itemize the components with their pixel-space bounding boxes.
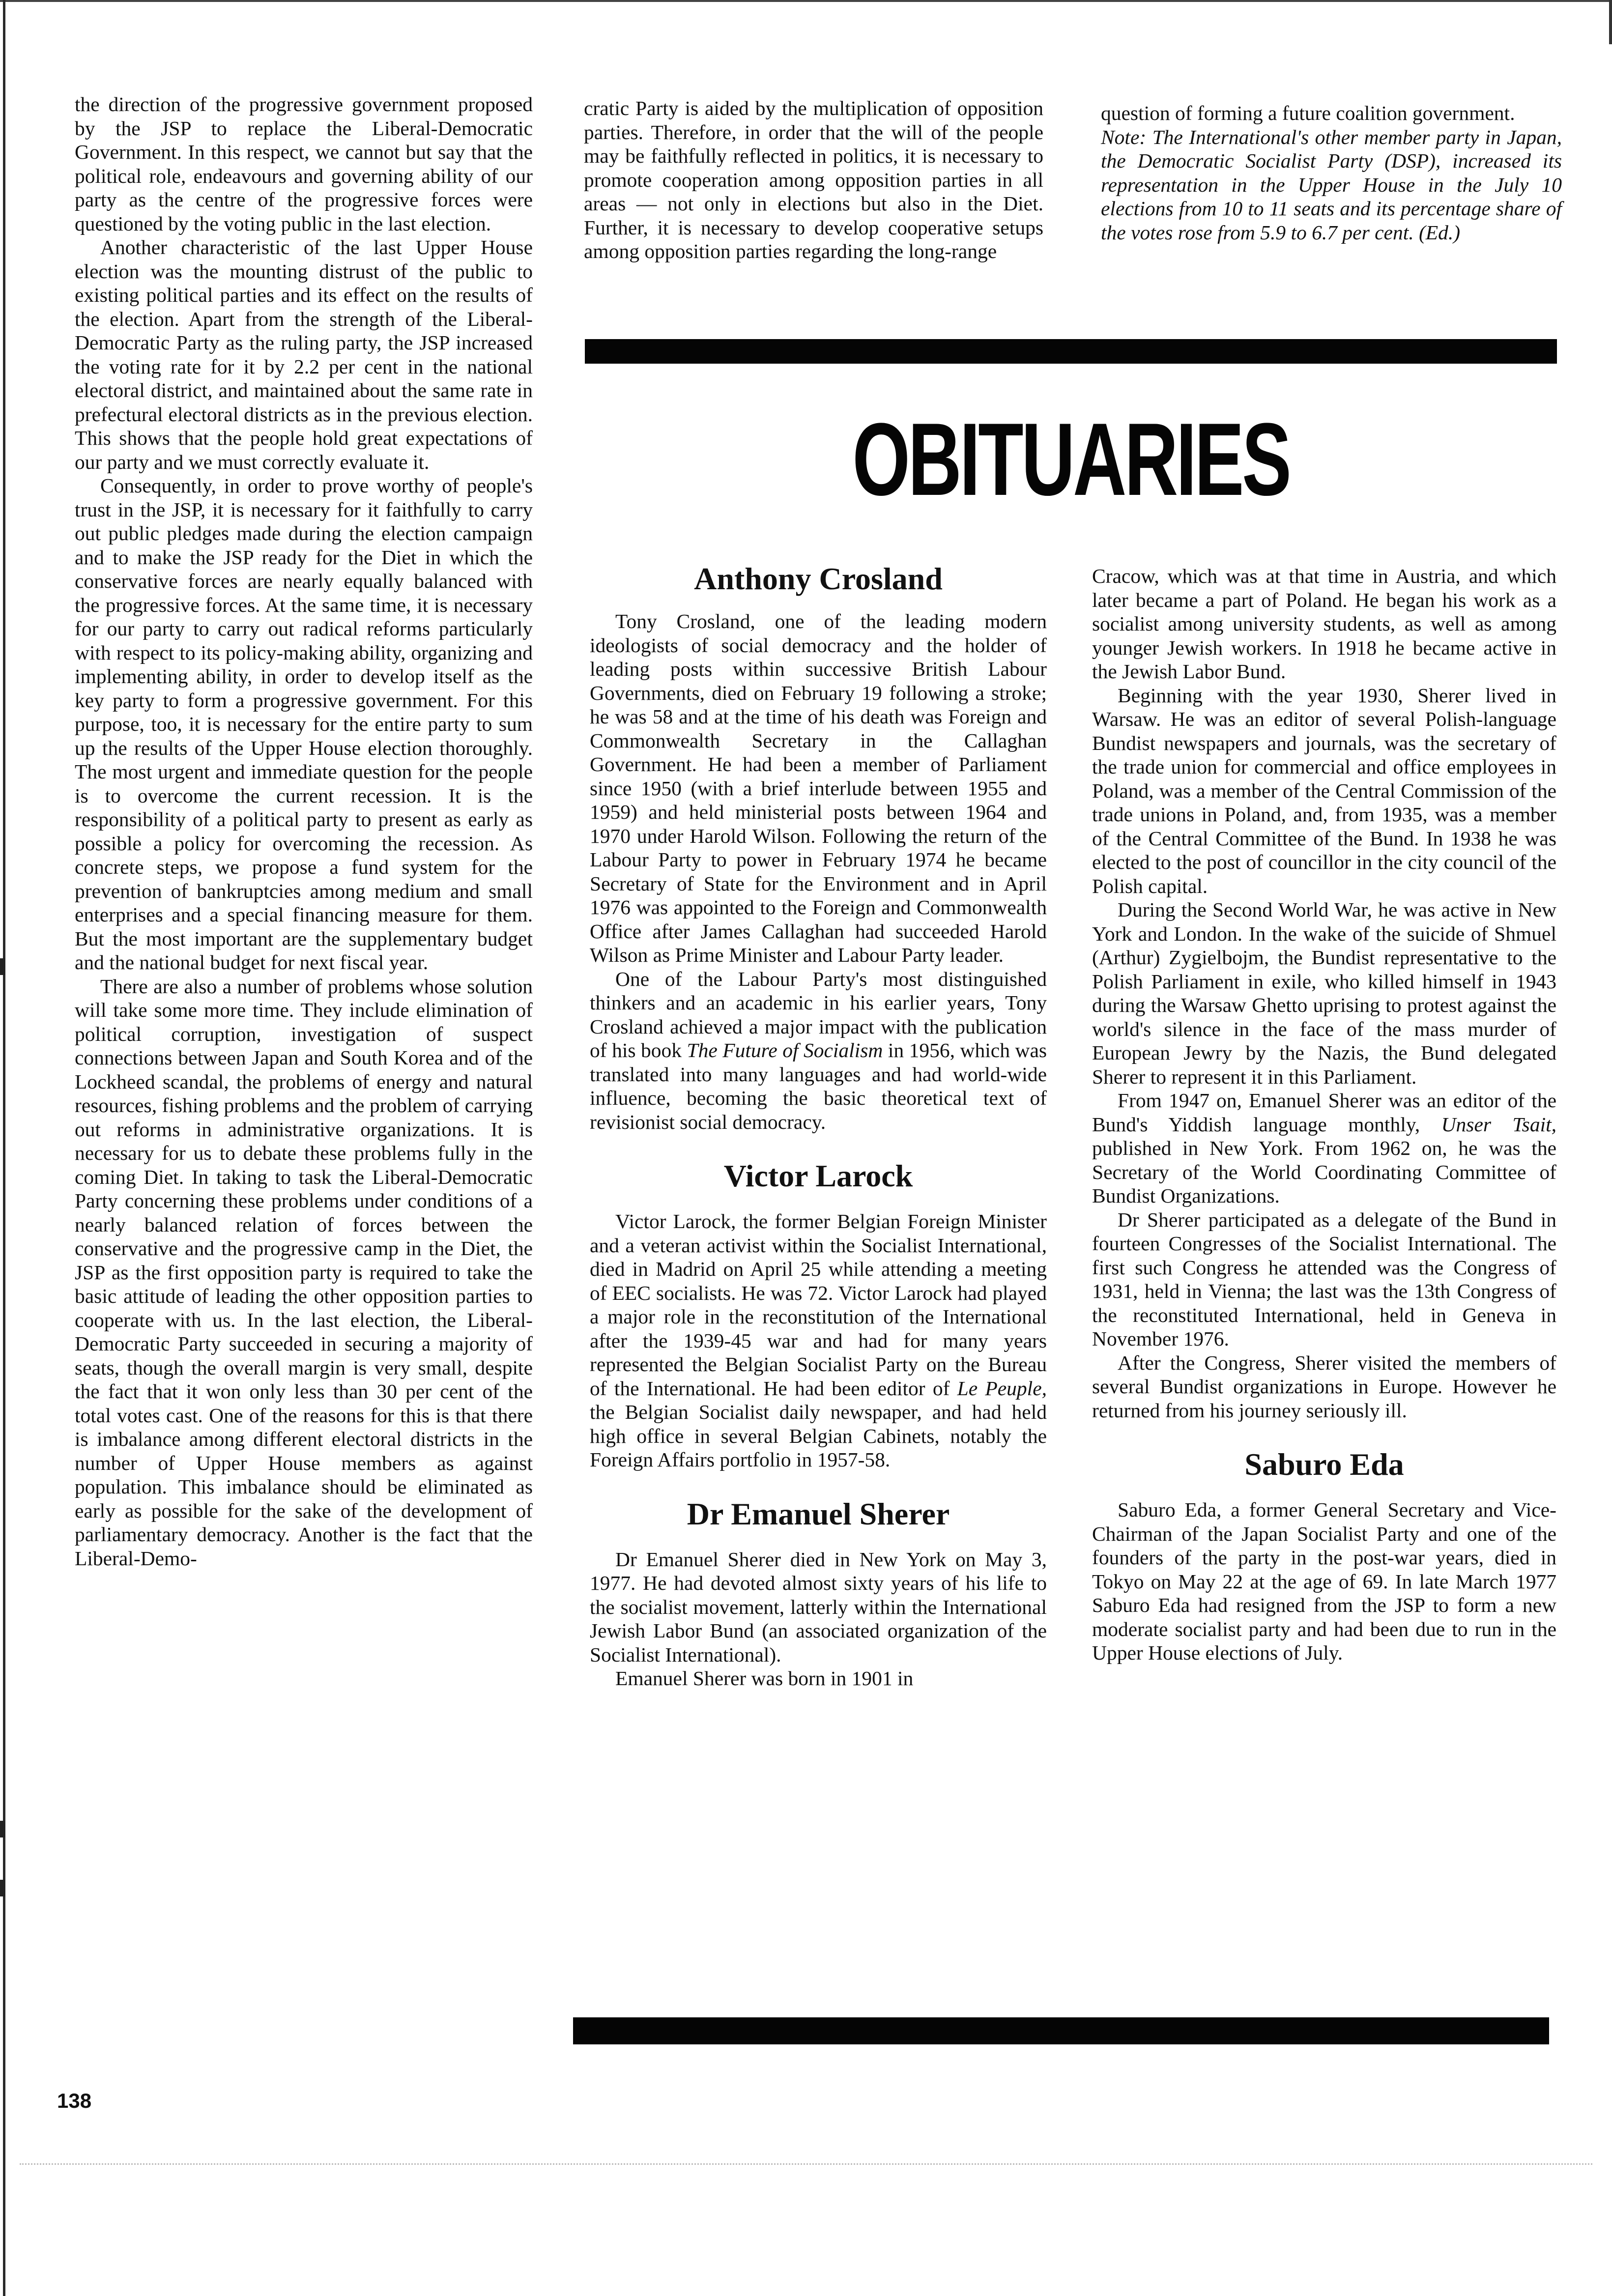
obituaries-column-1 [590,560,1047,1691]
article-paragraph: the direction of the progressive government proposed by the JSP to replace the Liberal-Democratic Government. In this respect, we cannot but say that the political role, endeavours and governing ability of our party as the centre of the progressive forces were questioned by the voting public in the last election. [75,93,533,235]
page-number: 138 [57,2089,92,2112]
scan-mark [0,1880,5,1896]
article-paragraph: Another characteristic of the last Upper House election was the mounting distrust of the public to existing political parties and its effect on the results of the election. Apart from the strength of the Liberal-Democratic Party as the ruling party, the JSP increased the voting rate for it by 2.2 per cent in the national electoral district, and maintained about the same rate in prefectural electoral districts as in the previous election. This shows that the people hold great expectations of our party and we must correctly evaluate it. [75,236,533,473]
article-column-3 [1101,101,1562,244]
obituary-paragraph: Tony Crosland, one of the leading modern ideologists of social democracy and the holder of leading posts within successive British Labour Governments, died on February 19 following a stroke; he was 58 and at the time of his death was Foreign and Commonwealth Secretary in the Callaghan Government. He had been a member of Parliament since 1950 (with a brief interlude between 1955 and 1959) and held ministerial posts between 1964 and 1970 under Harold Wilson. Following the return of the Labour Party to power in February 1974 he became Secretary of State for the Environment and in April 1976 was appointed to the Foreign and Commonwealth Office after James Callaghan had succeeded Harold Wilson as Prime Minister and Labour Party leader. [590,610,1047,966]
scan-edge-right [1609,0,1612,44]
article-paragraph: There are also a number of problems whose solution will take some more time. They include elimination of political corruption, investigation of suspect connections between Japan and South Korea and of the Lockheed scandal, the problems of energy and natural resources, fishing problems and the problem of carrying out reforms in administrative organizations. It is necessary for us to debate these problems fully in the coming Diet. In taking to task the Liberal-Democratic Party concerning these problems under conditions of a nearly balanced relation of forces between the conservative and the progressive camp in the Diet, the JSP as the first opposition party is required to take the basic attitude of leading the other opposition parties to cooperate with us. In the last election, the Liberal-Democratic Party succeeded in securing a majority of seats, though the overall margin is very small, despite the fact that it won only less than 30 per cent of the total votes cast. One of the reasons for this is that there is imbalance among different electoral districts in the number of Upper House members as against population. This imbalance should be eliminated as early as possible for the sake of the development of parliamentary democracy. Another is the fact that the Liberal-Demo- [75,975,533,1570]
newspaper-title: Le Peuple, [957,1377,1047,1400]
book-title: The Future of Socialism [687,1039,883,1062]
obituaries-title: OBITUARIES [852,402,1290,517]
obituary-heading-sherer: Dr Emanuel Sherer [687,1496,950,1531]
article-column-2 [584,96,1043,263]
obituary-heading-crosland: Anthony Crosland [694,561,943,596]
section-divider [573,2017,1549,2044]
obituary-paragraph: Dr Sherer participated as a delegate of the Bund in fourteen Congresses of the Socialist International. The first such Congress he attended was the Congress of 1931, held in Vienna; the last was the 13th Congress of the reconstituted International, held in Geneva in November 1976. [1092,1208,1556,1350]
article-paragraph: question of forming a future coalition government. [1101,102,1515,124]
obituary-paragraph: After the Congress, Sherer visited the members of several Bundist organizations in Europe. However he returned from his journey seriously ill. [1092,1351,1556,1422]
obituary-paragraph: Cracow, which was at that time in Austria, and which later became a part of Poland. He began his work as a socialist among university students, as well as among younger Jewish workers. In 1918 he became active in the Jewish Labor Bund. [1092,565,1556,683]
obituary-heading-eda: Saburo Eda [1244,1447,1404,1482]
obituary-heading-larock: Victor Larock [723,1158,913,1193]
scan-mark [0,958,5,975]
editor-note: Note: The International's other member party in Japan, the Democratic Socialist Party (DSP), increased its representation in the Upper House in the July 10 elections from 10 to 11 seats and its percentage share of the votes rose from 5.9 to 6.7 per cent. (Ed.) [1101,125,1562,244]
scan-mark [0,1821,5,1837]
article-column-1 [75,92,533,1570]
section-divider [585,339,1557,364]
obituary-paragraph: Emanuel Sherer was born in 1901 in [615,1667,914,1690]
obituary-paragraph: Dr Emanuel Sherer died in New York on May 3, 1977. He had devoted almost sixty years of his life to the socialist movement, latterly within the International Jewish Labor Bund (an associated organization of the Socialist International). [590,1548,1047,1666]
scan-edge-bottom [20,2163,1592,2165]
obituary-paragraph: During the Second World War, he was active in New York and London. In the wake of the suicide of Shmuel (Arthur) Zygielbojm, the Bundist representative to the Polish Parliament in exile, who killed himself in 1943 during the Warsaw Ghetto uprising to protest against the world's silence in the face of the mass murder of European Jewry by the Nazis, the Bund delegated Sherer to represent it in this Parliament. [1092,898,1556,1088]
obituary-paragraph: Saburo Eda, a former General Secretary and Vice-Chairman of the Japan Socialist Party and one of the founders of the party in the post-war years, died in Tokyo on May 22 at the age of 69. In late March 1977 Saburo Eda had resigned from the JSP to form a new moderate socialist party and had been due to run in the Upper House elections of July. [1092,1498,1556,1664]
obituaries-column-2 [1092,564,1556,1665]
obituary-paragraph: From 1947 on, Emanuel Sherer was an editor of the Bund's Yiddish language monthly, Unser Tsait, published in New York. From 1962 on, he was the Secretary of the World Coordinating Committee of Bundist Organizations. [1092,1089,1557,1207]
obituary-paragraph: One of the Labour Party's most distinguished thinkers and an academic in his earlier years, Tony Crosland achieved a major impact with the publication of his book The Future of Socialism in 1956, which was translated into many languages and had world-wide influence, becoming the basic theoretical text of revisionist social democracy. [590,967,1047,1133]
scan-edge-top [0,0,1612,2]
article-paragraph: cratic Party is aided by the multiplication of opposition parties. Therefore, in order that the will of the people may be faithfully reflected in politics, it is necessary to promote cooperation among opposition parties in all areas — not only in elections but also in the Diet. Further, it is necessary to develop cooperative setups among opposition parties regarding the long-range [584,97,1043,262]
article-paragraph: Consequently, in order to prove worthy of people's trust in the JSP, it is necessary for it faithfully to carry out public pledges made during the election campaign and to make the JSP ready for the Diet in which the conservative forces are nearly equally balanced with the progressive forces. At the same time, it is necessary for our party to carry out radical reforms particularly with respect to its policy-making ability, organizing and implementing ability, in order to develop itself as the key party to form a progressive government. For this purpose, too, it is necessary for the entire party to sum up the results of the Upper House election thoroughly. The most urgent and immediate question for the people is to overcome the current recession. It is the responsibility of a political party to present as early as possible a policy for overcoming the recession. As concrete steps, we propose a fund system for the prevention of bankruptcies among medium and small enterprises and a special financing measure for them. But the most important are the supplementary budget and the national budget for next fiscal year. [75,474,533,974]
obituary-paragraph: Victor Larock, the former Belgian Foreign Minister and a veteran activist within the Socialist International, died in Madrid on April 25 while attending a meeting of EEC socialists. He was 72. Victor Larock had played a major role in the reconstitution of the International after the 1939-45 war and had for many years represented the Belgian Socialist Party on the Bureau of the International. He had been editor of Le Peuple, the Belgian Socialist daily newspaper, and had held high office in several Belgian Cabinets, notably the Foreign Affairs portfolio in 1957-58. [590,1210,1047,1471]
periodical-title: Unser Tsait, [1441,1113,1557,1136]
scan-edge-left [3,0,5,2296]
obituary-paragraph: Beginning with the year 1930, Sherer lived in Warsaw. He was an editor of several Polish-language Bundist newspapers and journals, was the secretary of the trade union for commercial and office employees in Poland, was a member of the Central Commission of the trade unions in Poland, and, from 1935, was a member of the Central Committee of the Bund. In 1938 he was elected to the post of councillor in the city council of the Polish capital. [1092,684,1556,897]
